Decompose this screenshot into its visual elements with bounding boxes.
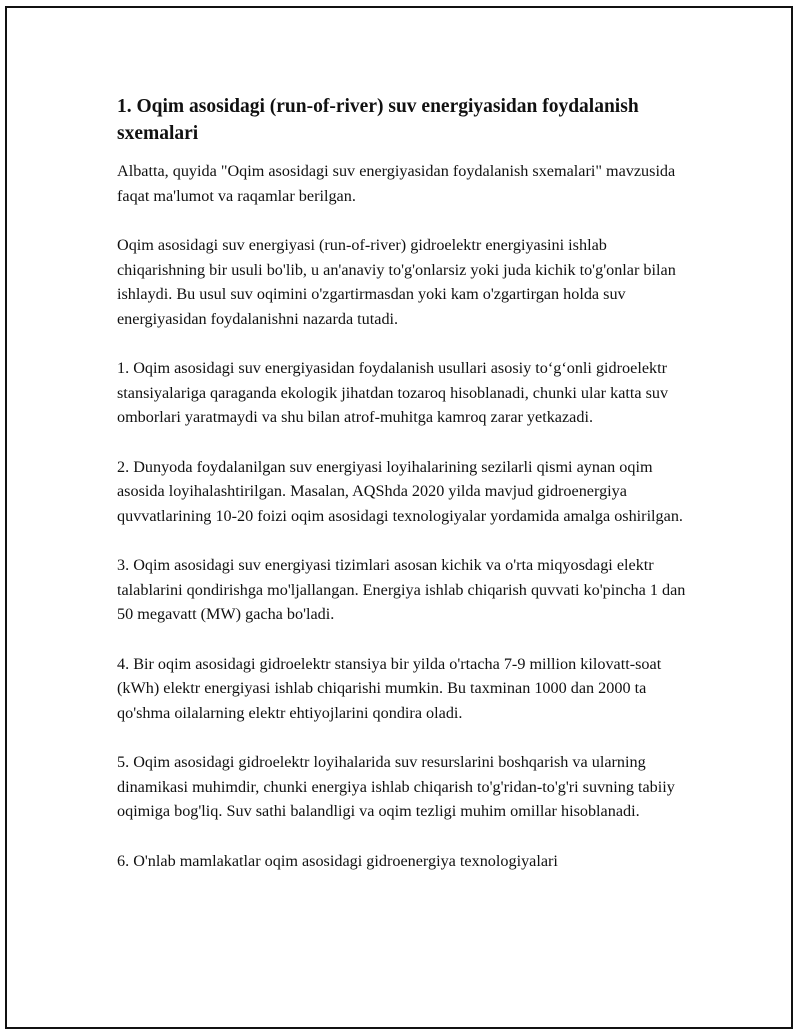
paragraph-point-3: 3. Oqim asosidagi suv energiyasi tizimlari asosan kichik va o'rta miqyosdagi elektr talablarini qondirishga mo'ljallangan. Energiya ishlab chiqarish quvvati ko'pincha 1 dan 50 megavatt (MW) gacha bo'ladi. (117, 556, 686, 623)
paragraph-point-1: 1. Oqim asosidagi suv energiyasidan foydalanish usullari asosiy to‘g‘onli gidroelektr stansiyalariga qaraganda ekologik jihatdan tozaroq hisoblanadi, chunki ular katta suv omborlari yaratmaydi va shu bilan atrof-muhitga kamroq zarar yetkazadi. (117, 359, 669, 426)
document-title: 1. Oqim asosidagi (run-of-river) suv energiyasidan foydalanish sxemalari (117, 96, 639, 144)
paragraph-definition: Oqim asosidagi suv energiyasi (run-of-river) gidroelektr energiyasini ishlab chiqarishning bir usuli bo'lib, u an'anaviy to'g'onlarsiz yoki juda kichik to'g'onlar bilan ishlaydi. Bu usul suv oqimini o'zgartirmasdan yoki kam o'zgartirgan holda suv energiyasidan foydalanishni nazarda tutadi. (117, 236, 676, 328)
document-content (117, 93, 697, 898)
paragraph-point-6: 6. O'nlab mamlakatlar oqim asosidagi gidroenergiya texnologiyalari (117, 851, 558, 870)
paragraph-point-4: 4. Bir oqim asosidagi gidroelektr stansiya bir yilda o'rtacha 7-9 million kilovatt-soat (kWh) elektr energiyasi ishlab chiqarishi mumkin. Bu taxminan 1000 dan 2000 ta qo'shma oilalarning elektr ehtiyojlarini qondira oladi. (117, 654, 662, 722)
paragraph-point-5: 5. Oqim asosidagi gidroelektr loyihalarida suv resurslarini boshqarish va ularning dinamikasi muhimdir, chunki energiya ishlab chiqarish to'g'ridan-to'g'ri suvning tabiiy oqimiga bog'liq. Suv sathi balandligi va oqim tezligi muhim omillar hisoblanadi. (117, 753, 675, 820)
paragraph-point-2: 2. Dunyoda foydalanilgan suv energiyasi loyihalarining sezilarli qismi aynan oqim asosida loyihalashtirilgan. Masalan, AQShda 2020 yilda mavjud gidroenergiya quvvatlarining 10-20 foizi oqim asosidagi texnologiyalar yordamida amalga oshirilgan. (117, 457, 683, 525)
paragraph-intro: Albatta, quyida "Oqim asosidagi suv energiyasidan foydalanish sxemalari" mavzusida faqat ma'lumot va raqamlar berilgan. (117, 162, 676, 205)
